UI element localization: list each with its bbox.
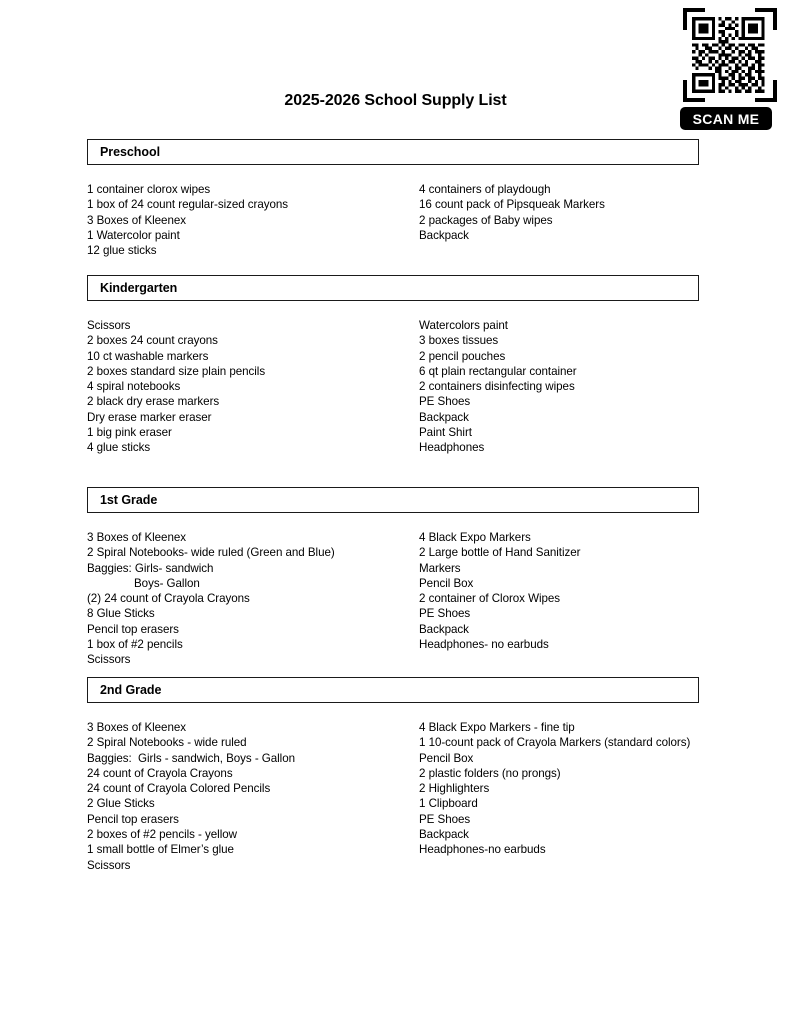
supply-item: 2 Spiral Notebooks- wide ruled (Green and Blue): [87, 546, 335, 560]
left-supply-column: [87, 318, 419, 456]
supply-item: 3 Boxes of Kleenex: [87, 531, 187, 544]
supply-item: 4 containers of playdough: [419, 183, 551, 196]
section-columns: [87, 165, 699, 258]
supply-item: Backpack: [419, 622, 469, 636]
left-supply-column: [87, 182, 419, 258]
supply-item: 1 box of #2 pencils: [87, 638, 183, 652]
section-header: [87, 677, 699, 703]
qr-code-icon[interactable]: [692, 17, 768, 93]
supply-item: Pencil Box: [419, 751, 474, 765]
supply-item: 24 count of Crayola Colored Pencils: [87, 782, 271, 796]
supply-item: Markers: [419, 561, 461, 575]
section-kindergarten: [87, 275, 699, 456]
supply-item: (2) 24 count of Crayola Crayons: [87, 592, 250, 606]
scan-me-badge[interactable]: [680, 107, 772, 130]
supply-item: PE Shoes: [419, 607, 471, 621]
supply-item: Boys- Gallon: [134, 576, 200, 590]
supply-item: Headphones-no earbuds: [419, 843, 546, 857]
page-title: 2025-2026 School Supply List: [284, 92, 507, 109]
supply-item: 4 Black Expo Markers - fine tip: [419, 721, 575, 734]
supply-item: 3 Boxes of Kleenex: [87, 213, 187, 227]
supply-item: 2 boxes of #2 pencils - yellow: [87, 828, 237, 842]
supply-item: Headphones: [419, 441, 485, 455]
supply-item: 1 big pink eraser: [87, 426, 172, 440]
supply-item: 16 count pack of Pipsqueak Markers: [419, 198, 605, 212]
supply-item: 2 Glue Sticks: [87, 797, 155, 811]
section-columns: [87, 513, 699, 668]
supply-item: 3 Boxes of Kleenex: [87, 721, 187, 734]
section-header: [87, 275, 699, 301]
supply-item: 2 boxes 24 count crayons: [87, 334, 218, 348]
supply-item: Pencil Box: [419, 576, 474, 590]
supply-item: Paint Shirt: [419, 426, 472, 440]
supply-item: Headphones- no earbuds: [419, 638, 549, 652]
section-header-label: 1st Grade: [100, 493, 158, 507]
supply-item: 12 glue sticks: [87, 244, 157, 258]
section-header: [87, 487, 699, 513]
section-header-label: Preschool: [100, 145, 160, 159]
supply-item: Scissors: [87, 653, 131, 667]
supply-item: Dry erase marker eraser: [87, 410, 212, 424]
supply-item: 2 plastic folders (no prongs): [419, 766, 561, 780]
supply-item: 4 Black Expo Markers: [419, 531, 531, 544]
supply-item: PE Shoes: [419, 395, 471, 409]
section-columns: [87, 301, 699, 456]
supply-item: 10 ct washable markers: [87, 349, 209, 363]
supply-item: 2 boxes standard size plain pencils: [87, 364, 266, 378]
supply-item: PE Shoes: [419, 812, 471, 826]
supply-item: 1 container clorox wipes: [87, 183, 211, 196]
supply-item: Baggies: Girls- sandwich: [87, 561, 214, 575]
supply-item: 2 Large bottle of Hand Sanitizer: [419, 546, 581, 560]
section-header-label: Kindergarten: [100, 281, 178, 295]
supply-item: 4 spiral notebooks: [87, 380, 181, 394]
supply-item: 2 Spiral Notebooks - wide ruled: [87, 736, 247, 750]
supply-item: Pencil top erasers: [87, 812, 179, 826]
supply-item: Scissors: [87, 858, 131, 872]
scan-me-label: SCAN ME: [692, 110, 760, 127]
supply-item: 2 container of Clorox Wipes: [419, 592, 561, 606]
section-2nd-grade: [87, 677, 699, 873]
supply-item: Watercolors paint: [419, 319, 508, 332]
section-1st-grade: [87, 487, 699, 668]
left-supply-column: [87, 530, 419, 668]
supply-item: 24 count of Crayola Crayons: [87, 766, 233, 780]
section-header-label: 2nd Grade: [100, 683, 162, 697]
right-supply-column: [419, 182, 699, 258]
supply-item: 2 containers disinfecting wipes: [419, 380, 575, 394]
supply-item: 8 Glue Sticks: [87, 607, 155, 621]
right-supply-column: [419, 318, 699, 456]
supply-item: 3 boxes tissues: [419, 334, 499, 348]
supply-item: 1 Watercolor paint: [87, 228, 180, 242]
section-columns: [87, 703, 699, 873]
section-preschool: [87, 139, 699, 258]
supply-item: Pencil top erasers: [87, 622, 179, 636]
right-supply-column: [419, 530, 699, 668]
supply-item: 2 black dry erase markers: [87, 395, 220, 409]
supply-item: Backpack: [419, 228, 469, 242]
supply-item: 2 pencil pouches: [419, 349, 506, 363]
section-header: [87, 139, 699, 165]
right-supply-column: [419, 720, 699, 873]
supply-item: 2 packages of Baby wipes: [419, 213, 553, 227]
supply-item: 4 glue sticks: [87, 441, 151, 455]
supply-item: 6 qt plain rectangular container: [419, 364, 577, 378]
supply-item: 1 box of 24 count regular-sized crayons: [87, 198, 289, 212]
supply-item: Backpack: [419, 828, 469, 842]
supply-item: 1 small bottle of Elmer’s glue: [87, 843, 234, 857]
supply-item: 1 Clipboard: [419, 797, 478, 811]
supply-item: Baggies: Girls - sandwich, Boys - Gallon: [87, 751, 296, 765]
supply-item: Scissors: [87, 319, 131, 332]
supply-item: 2 Highlighters: [419, 782, 490, 796]
left-supply-column: [87, 720, 419, 873]
supply-item: Backpack: [419, 410, 469, 424]
supply-item: 1 10-count pack of Crayola Markers (standard colors): [419, 736, 691, 750]
qr-code-frame: [683, 8, 777, 102]
